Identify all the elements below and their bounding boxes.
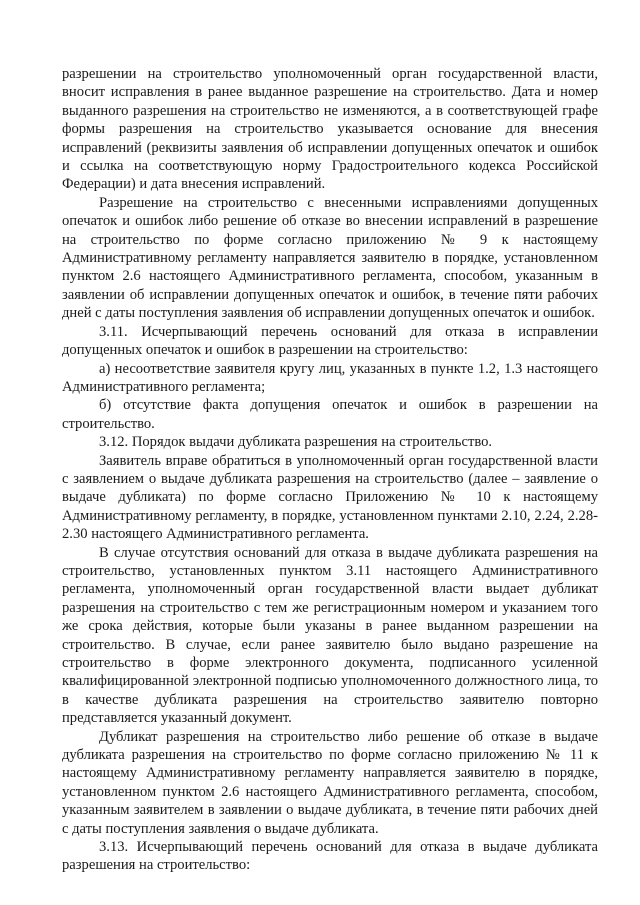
paragraph-3-11-heading: 3.11. Исчерпывающий перечень оснований для отказа в исправлении допущенных опечаток и ошибок в разрешении на строительство: [62, 323, 598, 359]
paragraph-3-12-heading: 3.12. Порядок выдачи дубликата разрешения на строительство. [99, 434, 493, 451]
paragraph-corrected-permit-delivery: Разрешение на строительство с внесенными исправлениями допущенных опечаток и ошибок либо решение об отказе во внесении исправлений в разрешение на строительство по форме согласно приложению № 9 к настоящему Административному регламенту направляется заявителю в порядке, установленном пунктом 2.6 настоящего Административного регламента, способом, указанным в заявлении об исправлении допущенных опечаток и ошибок, в течение пяти рабочих дней с даты поступления заявления об исправлении допущенных опечаток и ошибок. [62, 194, 598, 322]
paragraph-duplicate-application: Заявитель вправе обратиться в уполномоченный орган государственной власти с заявлением о выдаче дубликата разрешения на строительство (далее – заявление о выдаче дубликата) по форме согласно Приложению № 10 к настоящему Административному регламенту, в порядке, установленном пунктами 2.10, 2.24, 2.28-2.30 настоящего Административного регламента. [62, 452, 598, 543]
paragraph-3-13-heading: 3.13. Исчерпывающий перечень оснований для отказа в выдаче дубликата разрешения на строительство: [62, 839, 598, 874]
list-item-b: б) отсутствие факта допущения опечаток и ошибок в разрешении на строительство. [62, 397, 598, 432]
paragraph-correction-continuation: разрешении на строительство уполномоченный орган государственной власти, вносит исправления в ранее выданное разрешение на строительство. Дата и номер выданного разрешения на строительство не изменяются, а в соответствующей графе формы разрешения на строительство указывается основание для внесения исправлений (реквизиты заявления об исправлении допущенных опечаток и ошибок и ссылка на соответствующую норму Градостроительного кодекса Российской Федерации) и дата внесения исправлений. [62, 66, 598, 193]
paragraph-duplicate-delivery: Дубликат разрешения на строительство либо решение об отказе в выдаче дубликата разрешения на строительство по форме согласно приложению № 11 к настоящему Административному регламенту направляется заявителю в порядке, установленном пунктом 2.6 настоящего Административного регламента, способом, указанным заявителем в заявлении о выдаче дубликата, в течение пяти рабочих дней с даты поступления заявления о выдаче дубликата. [62, 728, 598, 837]
list-item-a: а) несоответствие заявителя кругу лиц, указанных в пункте 1.2, 1.3 настоящего Административного регламента; [62, 360, 598, 395]
paragraph-duplicate-issuance: В случае отсутствия оснований для отказа в выдаче дубликата разрешения на строительство, установленных пунктом 3.11 настоящего Административного регламента, уполномоченный орган государственной власти выдает дубликат разрешения на строительство с тем же регистрационным номером и указанием того же срока действия, которые были указаны в ранее выданном разрешении на строительство. В случае, если ранее заявителю было выдано разрешение на строительство в форме электронного документа, подписанного усиленной квалифицированной электронной подписью уполномоченного должностного лица, то в качестве дубликата разрешения на строительство заявителю повторно представляется указанный документ. [62, 544, 598, 727]
document-body [62, 65, 598, 875]
